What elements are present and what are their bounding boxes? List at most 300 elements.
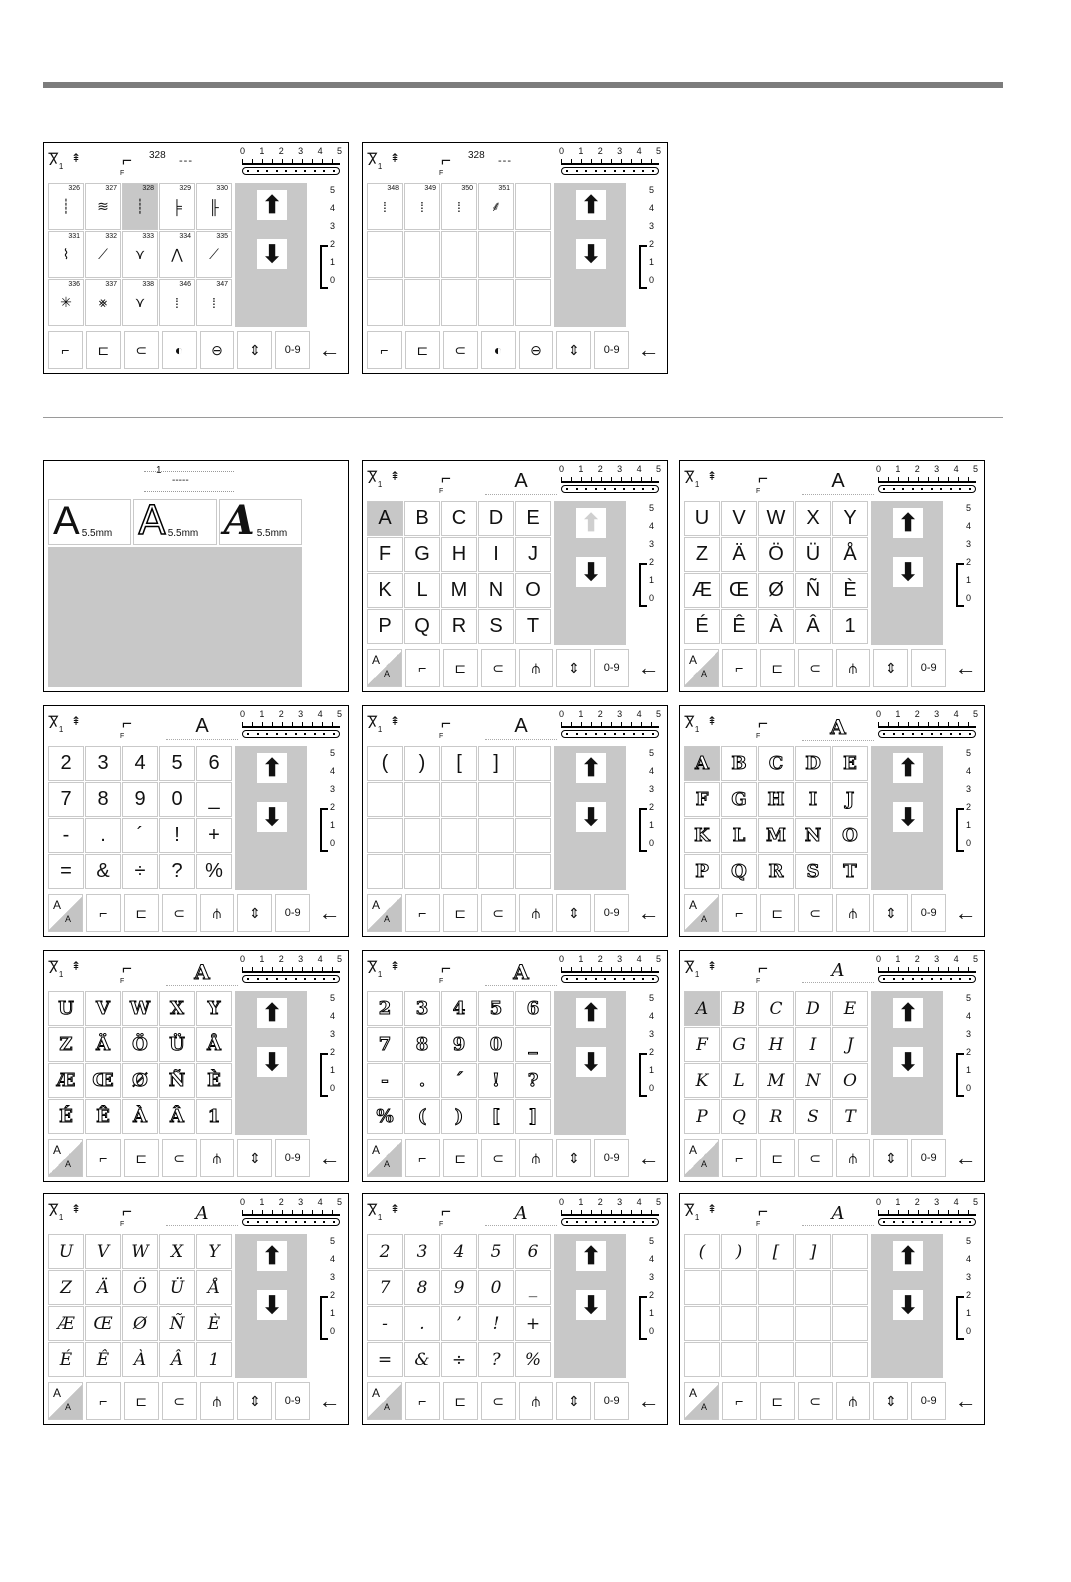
presser-bar-icon[interactable]: ⌐: [758, 469, 768, 488]
needle-icon[interactable]: ⇞: [390, 714, 401, 728]
character-key[interactable]: G: [721, 782, 757, 817]
combination-icon[interactable]: ⫛: [200, 894, 235, 932]
stitch-width-scale[interactable]: [559, 1197, 661, 1227]
presser-bar-icon[interactable]: ⌐: [758, 1202, 768, 1221]
character-key[interactable]: 3: [85, 746, 121, 781]
character-key[interactable]: 7: [367, 1270, 403, 1305]
stitch-cell[interactable]: [48, 183, 84, 230]
character-key[interactable]: 8: [85, 782, 121, 817]
zero-nine-button[interactable]: 0-9: [911, 1139, 946, 1177]
character-key[interactable]: [758, 1306, 794, 1341]
character-key[interactable]: [: [758, 1234, 794, 1269]
stitch-cell[interactable]: [441, 183, 477, 230]
stitch-cell[interactable]: [404, 183, 440, 230]
character-key[interactable]: [: [478, 1099, 514, 1134]
character-key[interactable]: =: [367, 1342, 403, 1377]
character-key[interactable]: &: [404, 1342, 440, 1377]
character-key[interactable]: 4: [122, 746, 158, 781]
mirror-icon[interactable]: ⊂: [798, 1382, 833, 1420]
presser-bar-icon[interactable]: ⌐: [758, 959, 768, 978]
character-key[interactable]: J: [515, 537, 551, 572]
character-key[interactable]: R: [441, 609, 477, 644]
back-button[interactable]: ←: [632, 331, 665, 369]
mirror-icon[interactable]: ⊂: [481, 649, 516, 687]
scroll-up-button[interactable]: ⬆: [893, 753, 923, 783]
character-key[interactable]: [367, 818, 403, 853]
stitch-cell[interactable]: [159, 279, 195, 326]
stitch-cell[interactable]: [122, 231, 158, 278]
stitch-cell[interactable]: [367, 279, 403, 326]
character-key[interactable]: %: [367, 1099, 403, 1134]
character-key[interactable]: S: [795, 1099, 831, 1134]
scroll-up-button[interactable]: ⬆: [257, 998, 287, 1028]
character-key[interactable]: K: [367, 573, 403, 608]
character-key[interactable]: &: [85, 854, 121, 889]
character-key[interactable]: [515, 746, 551, 781]
stitch-cell[interactable]: [48, 231, 84, 278]
pattern-start-icon[interactable]: ⌐: [405, 1139, 440, 1177]
character-key[interactable]: [515, 854, 551, 889]
character-key[interactable]: [721, 1306, 757, 1341]
character-key[interactable]: Ä: [721, 537, 757, 572]
presser-foot-icon[interactable]: Ⴟ$_1$: [367, 715, 383, 734]
character-key[interactable]: [441, 818, 477, 853]
zero-nine-button[interactable]: 0-9: [275, 1382, 310, 1420]
character-key[interactable]: B: [721, 991, 757, 1026]
character-key[interactable]: Ñ: [159, 1063, 195, 1098]
presser-bar-icon[interactable]: ⌐: [441, 714, 451, 733]
needle-icon[interactable]: ⇞: [71, 151, 82, 165]
long-stitch-icon[interactable]: ⇕: [237, 894, 272, 932]
presser-bar-icon[interactable]: ⌐: [758, 714, 768, 733]
font-block-button[interactable]: [48, 499, 131, 545]
pattern-end-icon[interactable]: ⊏: [760, 894, 795, 932]
back-button[interactable]: ←: [632, 894, 665, 932]
presser-foot-icon[interactable]: Ⴟ$_1$: [48, 1203, 64, 1222]
character-key[interactable]: V: [721, 501, 757, 536]
character-key[interactable]: [721, 1270, 757, 1305]
stitch-cell[interactable]: [478, 183, 514, 230]
pattern-end-icon[interactable]: ⊏: [124, 1382, 159, 1420]
scroll-down-button[interactable]: ⬇: [893, 1290, 923, 1320]
back-button[interactable]: ←: [632, 1139, 665, 1177]
character-key[interactable]: Ê: [85, 1342, 121, 1377]
character-key[interactable]: J: [832, 1027, 868, 1062]
scroll-down-button[interactable]: ⬇: [576, 557, 606, 587]
character-key[interactable]: [441, 854, 477, 889]
font-script-button[interactable]: [219, 499, 302, 545]
stitch-cell[interactable]: [85, 231, 121, 278]
character-key[interactable]: 3: [404, 1234, 440, 1269]
combination-icon[interactable]: ⫛: [836, 894, 871, 932]
character-key[interactable]: U: [48, 991, 84, 1026]
presser-bar-icon[interactable]: ⌐: [122, 714, 132, 733]
character-key[interactable]: !: [478, 1063, 514, 1098]
character-key[interactable]: C: [758, 991, 794, 1026]
pattern-start-icon[interactable]: ⌐: [722, 1139, 757, 1177]
character-key[interactable]: È: [196, 1063, 232, 1098]
character-key[interactable]: Œ: [721, 573, 757, 608]
character-key[interactable]: È: [832, 573, 868, 608]
character-key[interactable]: E: [515, 501, 551, 536]
character-key[interactable]: N: [478, 573, 514, 608]
stitch-cell[interactable]: [404, 231, 440, 278]
scroll-down-button[interactable]: ⬇: [576, 1047, 606, 1077]
pattern-end-icon[interactable]: ⊏: [405, 331, 440, 369]
character-key[interactable]: V: [85, 991, 121, 1026]
stitch-cell[interactable]: [122, 279, 158, 326]
zero-nine-button[interactable]: 0-9: [275, 1139, 310, 1177]
stitch-width-scale[interactable]: [559, 954, 661, 984]
character-key[interactable]: Œ: [85, 1063, 121, 1098]
stitch-cell[interactable]: [404, 279, 440, 326]
scroll-up-button[interactable]: ⬆: [576, 1241, 606, 1271]
character-key[interactable]: _: [515, 1270, 551, 1305]
back-button[interactable]: ←: [313, 1139, 346, 1177]
character-key[interactable]: O: [832, 1063, 868, 1098]
stitch-cell[interactable]: [515, 279, 551, 326]
character-key[interactable]: 5: [478, 1234, 514, 1269]
long-stitch-icon[interactable]: ⇕: [873, 649, 908, 687]
combination-icon[interactable]: ⫛: [519, 1382, 554, 1420]
character-key[interactable]: A: [684, 746, 720, 781]
character-key[interactable]: (: [684, 1234, 720, 1269]
character-key[interactable]: [684, 1306, 720, 1341]
character-key[interactable]: Ü: [795, 537, 831, 572]
character-key[interactable]: A: [684, 991, 720, 1026]
stitch-cell[interactable]: [85, 279, 121, 326]
pattern-end-icon[interactable]: ⊏: [124, 894, 159, 932]
character-key[interactable]: 5: [159, 746, 195, 781]
presser-foot-icon[interactable]: Ⴟ$_1$: [684, 470, 700, 489]
scroll-down-button[interactable]: ⬇: [893, 1047, 923, 1077]
pattern-end-icon[interactable]: ⊏: [760, 1139, 795, 1177]
needle-icon[interactable]: ⇞: [707, 714, 718, 728]
pattern-start-icon[interactable]: ⌐: [722, 1382, 757, 1420]
character-key[interactable]: Ø: [122, 1306, 158, 1341]
character-key[interactable]: -: [367, 1306, 403, 1341]
character-key[interactable]: 6: [515, 991, 551, 1026]
balance-icon[interactable]: ⊖: [200, 331, 235, 369]
combination-icon[interactable]: ⫛: [836, 1382, 871, 1420]
character-key[interactable]: [515, 818, 551, 853]
scroll-up-button[interactable]: ⬆: [576, 753, 606, 783]
character-key[interactable]: O: [515, 573, 551, 608]
presser-bar-icon[interactable]: ⌐: [441, 959, 451, 978]
long-stitch-icon[interactable]: ⇕: [556, 1139, 591, 1177]
presser-foot-icon[interactable]: Ⴟ$_1$: [684, 960, 700, 979]
scroll-up-button[interactable]: ⬆: [893, 1241, 923, 1271]
character-key[interactable]: Ö: [122, 1270, 158, 1305]
character-key[interactable]: W: [122, 1234, 158, 1269]
combination-icon[interactable]: ⫛: [519, 1139, 554, 1177]
scroll-up-button[interactable]: ⬆: [893, 508, 923, 538]
character-key[interactable]: 3: [404, 991, 440, 1026]
character-key[interactable]: ÷: [122, 854, 158, 889]
alphabet-select-button[interactable]: [684, 1139, 719, 1177]
character-key[interactable]: 6: [515, 1234, 551, 1269]
character-key[interactable]: =: [48, 854, 84, 889]
back-button[interactable]: ←: [949, 894, 982, 932]
needle-icon[interactable]: ⇞: [707, 1202, 718, 1216]
character-key[interactable]: (: [367, 746, 403, 781]
stitch-width-scale[interactable]: [240, 146, 342, 176]
pattern-start-icon[interactable]: ⌐: [405, 894, 440, 932]
needle-icon[interactable]: ⇞: [71, 714, 82, 728]
stitch-cell[interactable]: [159, 183, 195, 230]
mirror-icon[interactable]: ⊂: [162, 894, 197, 932]
character-key[interactable]: Â: [159, 1342, 195, 1377]
presser-foot-icon[interactable]: Ⴟ$_1$: [48, 715, 64, 734]
character-key[interactable]: J: [832, 782, 868, 817]
character-key[interactable]: 0: [478, 1027, 514, 1062]
character-key[interactable]: À: [122, 1099, 158, 1134]
stitch-cell[interactable]: [196, 183, 232, 230]
combination-icon[interactable]: ⫛: [200, 1139, 235, 1177]
presser-foot-icon[interactable]: Ⴟ$_1$: [367, 152, 383, 171]
character-key[interactable]: Ñ: [795, 573, 831, 608]
scroll-down-button[interactable]: ⬇: [893, 802, 923, 832]
pattern-start-icon[interactable]: ⌐: [48, 331, 83, 369]
character-key[interactable]: [684, 1342, 720, 1377]
stitch-cell[interactable]: [441, 279, 477, 326]
pattern-start-icon[interactable]: ⌐: [722, 894, 757, 932]
character-key[interactable]: [404, 818, 440, 853]
character-key[interactable]: Æ: [684, 573, 720, 608]
character-key[interactable]: [832, 1342, 868, 1377]
stitch-cell[interactable]: [159, 231, 195, 278]
character-key[interactable]: Z: [684, 537, 720, 572]
character-key[interactable]: Ñ: [159, 1306, 195, 1341]
character-key[interactable]: È: [196, 1306, 232, 1341]
character-key[interactable]: X: [159, 1234, 195, 1269]
character-key[interactable]: P: [684, 1099, 720, 1134]
character-key[interactable]: L: [404, 573, 440, 608]
character-key[interactable]: Ä: [85, 1270, 121, 1305]
mirror-icon[interactable]: ⊂: [798, 1139, 833, 1177]
scroll-down-button[interactable]: ⬇: [257, 1290, 287, 1320]
character-key[interactable]: Â: [159, 1099, 195, 1134]
character-key[interactable]: ): [404, 746, 440, 781]
character-key[interactable]: 5: [478, 991, 514, 1026]
presser-bar-icon[interactable]: ⌐: [122, 151, 132, 170]
character-key[interactable]: ?: [159, 854, 195, 889]
character-key[interactable]: !: [159, 818, 195, 853]
character-key[interactable]: É: [684, 609, 720, 644]
back-button[interactable]: ←: [313, 894, 346, 932]
character-key[interactable]: E: [832, 746, 868, 781]
character-key[interactable]: +: [196, 818, 232, 853]
needle-icon[interactable]: ⇞: [390, 151, 401, 165]
stitch-cell[interactable]: [515, 231, 551, 278]
character-key[interactable]: Å: [196, 1270, 232, 1305]
character-key[interactable]: Q: [721, 854, 757, 889]
character-key[interactable]: [832, 1270, 868, 1305]
character-key[interactable]: É: [48, 1342, 84, 1377]
character-key[interactable]: W: [758, 501, 794, 536]
stitch-width-scale[interactable]: [559, 709, 661, 739]
scroll-up-button[interactable]: ⬆: [576, 998, 606, 1028]
zero-nine-button[interactable]: 0-9: [911, 1382, 946, 1420]
mirror-icon[interactable]: ⊂: [124, 331, 159, 369]
pattern-start-icon[interactable]: ⌐: [405, 1382, 440, 1420]
character-key[interactable]: X: [159, 991, 195, 1026]
character-key[interactable]: E: [832, 991, 868, 1026]
needle-icon[interactable]: ⇞: [707, 959, 718, 973]
character-key[interactable]: ´: [441, 1063, 477, 1098]
character-key[interactable]: Y: [196, 1234, 232, 1269]
character-key[interactable]: 2: [367, 1234, 403, 1269]
character-key[interactable]: ): [721, 1234, 757, 1269]
mirror-icon[interactable]: ⊂: [798, 649, 833, 687]
character-key[interactable]: 1: [196, 1342, 232, 1377]
character-key[interactable]: 2: [367, 991, 403, 1026]
character-key[interactable]: ]: [515, 1099, 551, 1134]
stitch-cell[interactable]: [367, 231, 403, 278]
zero-nine-button[interactable]: 0-9: [594, 331, 629, 369]
stitch-cell[interactable]: [85, 183, 121, 230]
scroll-down-button[interactable]: ⬇: [576, 1290, 606, 1320]
character-key[interactable]: [758, 1270, 794, 1305]
long-stitch-icon[interactable]: ⇕: [556, 649, 591, 687]
alphabet-select-button[interactable]: [48, 1382, 83, 1420]
scroll-down-button[interactable]: ⬇: [893, 557, 923, 587]
long-stitch-icon[interactable]: ⇕: [237, 1382, 272, 1420]
stitch-cell[interactable]: [48, 279, 84, 326]
character-key[interactable]: 9: [441, 1027, 477, 1062]
presser-foot-icon[interactable]: Ⴟ$_1$: [367, 1203, 383, 1222]
presser-bar-icon[interactable]: ⌐: [441, 151, 451, 170]
pattern-end-icon[interactable]: ⊏: [86, 331, 121, 369]
character-key[interactable]: Ü: [159, 1270, 195, 1305]
alphabet-select-button[interactable]: [48, 1139, 83, 1177]
character-key[interactable]: T: [515, 609, 551, 644]
character-key[interactable]: [795, 1270, 831, 1305]
character-key[interactable]: 6: [196, 746, 232, 781]
alphabet-select-button[interactable]: [684, 894, 719, 932]
mirror-lr-icon[interactable]: ◐: [162, 331, 197, 369]
zero-nine-button[interactable]: 0-9: [911, 894, 946, 932]
character-key[interactable]: Æ: [48, 1063, 84, 1098]
character-key[interactable]: R: [758, 854, 794, 889]
character-key[interactable]: S: [478, 609, 514, 644]
font-outline-button[interactable]: [133, 499, 216, 545]
zero-nine-button[interactable]: 0-9: [275, 894, 310, 932]
needle-icon[interactable]: ⇞: [71, 959, 82, 973]
needle-icon[interactable]: ⇞: [71, 1202, 82, 1216]
character-key[interactable]: I: [478, 537, 514, 572]
character-key[interactable]: ]: [795, 1234, 831, 1269]
character-key[interactable]: [832, 1306, 868, 1341]
character-key[interactable]: D: [795, 746, 831, 781]
stitch-width-scale[interactable]: [876, 709, 978, 739]
zero-nine-button[interactable]: 0-9: [594, 1139, 629, 1177]
stitch-cell[interactable]: [515, 183, 551, 230]
character-key[interactable]: F: [684, 782, 720, 817]
stitch-width-scale[interactable]: [240, 709, 342, 739]
character-key[interactable]: 2: [48, 746, 84, 781]
pattern-start-icon[interactable]: ⌐: [722, 649, 757, 687]
character-key[interactable]: Å: [832, 537, 868, 572]
back-button[interactable]: ←: [313, 331, 346, 369]
back-button[interactable]: ←: [632, 1382, 665, 1420]
pattern-start-icon[interactable]: ⌐: [405, 649, 440, 687]
pattern-end-icon[interactable]: ⊏: [443, 1139, 478, 1177]
long-stitch-icon[interactable]: ⇕: [556, 331, 591, 369]
mirror-icon[interactable]: ⊂: [162, 1139, 197, 1177]
alphabet-select-button[interactable]: [367, 894, 402, 932]
character-key[interactable]: [832, 1234, 868, 1269]
combination-icon[interactable]: ⫛: [200, 1382, 235, 1420]
stitch-cell[interactable]: [196, 279, 232, 326]
character-key[interactable]: T: [832, 1099, 868, 1134]
pattern-end-icon[interactable]: ⊏: [760, 649, 795, 687]
character-key[interactable]: [478, 818, 514, 853]
stitch-cell[interactable]: [367, 183, 403, 230]
character-key[interactable]: Æ: [48, 1306, 84, 1341]
scroll-down-button[interactable]: ⬇: [257, 802, 287, 832]
mirror-icon[interactable]: ⊂: [481, 1382, 516, 1420]
stitch-cell[interactable]: [478, 279, 514, 326]
character-key[interactable]: [478, 782, 514, 817]
alphabet-select-button[interactable]: [684, 649, 719, 687]
character-key[interactable]: [795, 1306, 831, 1341]
back-button[interactable]: ←: [949, 1139, 982, 1177]
character-key[interactable]: Y: [196, 991, 232, 1026]
character-key[interactable]: Œ: [85, 1306, 121, 1341]
pattern-end-icon[interactable]: ⊏: [443, 1382, 478, 1420]
character-key[interactable]: Ö: [122, 1027, 158, 1062]
character-key[interactable]: +: [515, 1306, 551, 1341]
character-key[interactable]: Â: [795, 609, 831, 644]
character-key[interactable]: !: [478, 1306, 514, 1341]
character-key[interactable]: W: [122, 991, 158, 1026]
character-key[interactable]: 9: [122, 782, 158, 817]
alphabet-select-button[interactable]: [367, 1382, 402, 1420]
character-key[interactable]: .: [404, 1063, 440, 1098]
character-key[interactable]: ’: [441, 1306, 477, 1341]
presser-foot-icon[interactable]: Ⴟ$_1$: [684, 715, 700, 734]
character-key[interactable]: 0: [159, 782, 195, 817]
character-key[interactable]: G: [721, 1027, 757, 1062]
pattern-end-icon[interactable]: ⊏: [760, 1382, 795, 1420]
combination-icon[interactable]: ⫛: [836, 649, 871, 687]
pattern-end-icon[interactable]: ⊏: [124, 1139, 159, 1177]
long-stitch-icon[interactable]: ⇕: [873, 1139, 908, 1177]
back-button[interactable]: ←: [313, 1382, 346, 1420]
stitch-width-scale[interactable]: [559, 146, 661, 176]
character-key[interactable]: Ê: [85, 1099, 121, 1134]
stitch-width-scale[interactable]: [876, 954, 978, 984]
character-key[interactable]: [478, 854, 514, 889]
scroll-down-button[interactable]: ⬇: [257, 239, 287, 269]
character-key[interactable]: S: [795, 854, 831, 889]
stitch-width-scale[interactable]: [876, 464, 978, 494]
character-key[interactable]: 1: [832, 609, 868, 644]
character-key[interactable]: %: [196, 854, 232, 889]
presser-foot-icon[interactable]: Ⴟ$_1$: [367, 470, 383, 489]
pattern-end-icon[interactable]: ⊏: [443, 894, 478, 932]
character-key[interactable]: Q: [721, 1099, 757, 1134]
character-key[interactable]: À: [122, 1342, 158, 1377]
character-key[interactable]: G: [404, 537, 440, 572]
character-key[interactable]: D: [478, 501, 514, 536]
pattern-start-icon[interactable]: ⌐: [86, 1382, 121, 1420]
character-key[interactable]: Ø: [758, 573, 794, 608]
character-key[interactable]: H: [441, 537, 477, 572]
character-key[interactable]: Ü: [159, 1027, 195, 1062]
character-key[interactable]: ): [441, 1099, 477, 1134]
